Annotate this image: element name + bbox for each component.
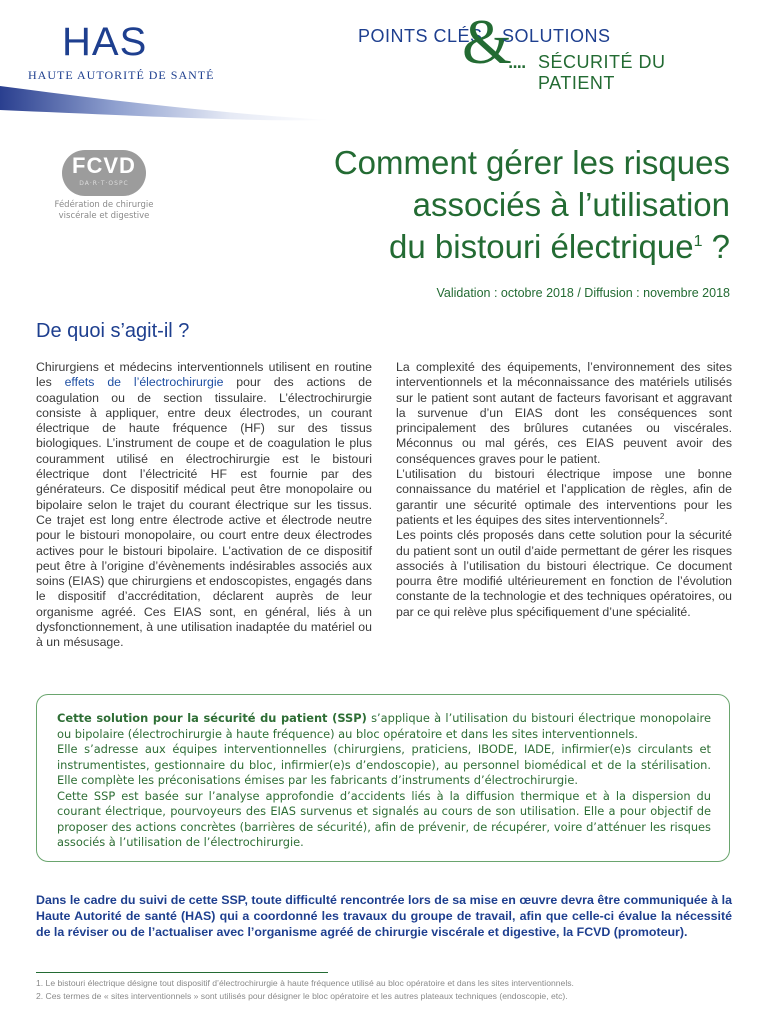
col2-p2-text: L’utilisation du bistouri électrique impose une bonne connaissance du matériel et l’application de règles, afin de garantir une sécurité optimale des interventions pour les patients et les équipes des sites interventionnels xyxy=(396,467,732,527)
follow-up-note: Dans le cadre du suivi de cette SSP, toute difficulté rencontrée lors de sa mise en œuvre devra être communiquée à la Haute Autorité de santé (HAS) qui a coordonné les travaux du groupe de travail, afin que celle-ci évalue la nécessité de la réviser ou de l’actualiser avec l’organisme agréé de chirurgie viscérale et digestive, la FCVD (promoteur). xyxy=(36,893,732,939)
section-title: De quoi s’agit-il ? xyxy=(36,320,190,342)
column-left xyxy=(36,360,372,651)
col2-p2-end: . xyxy=(664,512,668,527)
col1-paragraph xyxy=(36,360,372,651)
title-line-2: associés à l’utilisation xyxy=(412,186,730,223)
has-logo-subtitle: HAUTE AUTORITÉ DE SANTÉ xyxy=(28,68,215,82)
box-paragraph-1 xyxy=(57,711,711,742)
fcvd-caption: Fédération de chirurgie viscérale et digestive xyxy=(54,200,154,221)
col1-text-before: Chirurgiens et médecins interventionnels utilisent en routine les xyxy=(36,360,372,390)
fcvd-logo xyxy=(62,150,146,196)
electrosurgery-effects-link[interactable]: effets de l’électrochirurgie xyxy=(64,375,224,390)
series-points-cles: POINTS CLÉS xyxy=(358,26,483,46)
title-line-3-text: du bistouri électrique xyxy=(389,228,694,265)
series-solutions: SOLUTIONS xyxy=(502,26,611,46)
title-end: ? xyxy=(702,228,730,265)
has-logo xyxy=(28,20,215,82)
col2-footnote-ref: 2 xyxy=(659,511,665,521)
page-title xyxy=(250,142,730,268)
col1-text-after: pour des actions de coagulation ou de section tissulaire. L’électrochirurgie consiste à appliquer, entre deux électrodes, un courant électrique de haute fréquence (HF) sur des tissus biologiques. L’instrument de coupe et de coagulation le plus couramment utilisé en électrochirurgie est le bistouri électrique dont l’électricité HF est fournie par des générateurs. Ce dispositif médical peut être monopolaire ou bipolaire selon le trajet du courant électrique sur les tissus. Ce trajet est long entre électrode active et électrode neutre pour le bistouri monopolaire, ou court entre deux électrodes actives pour le bistouri bipolaire. L’activation de ce dispositif peut être à l’origine d’évènements indésirables associés aux soins (EIAS) que chirurgiens et endoscopistes, engagés dans le dispositif d’accréditation, déclarent auprès de leur organisme agréé. Ces EIAS sont, en général, liés à un dysfonctionnement, à une utilisation inadaptée du matériel ou à un mésusage. xyxy=(36,375,372,650)
series-securite-patient: SÉCURITÉ DU PATIENT xyxy=(538,52,666,93)
title-line-3 xyxy=(250,226,730,268)
validation-dates: Validation : octobre 2018 / Diffusion : novembre 2018 xyxy=(436,286,730,300)
col2-paragraph-3: Les points clés proposés dans cette solution pour la sécurité du patient sont un outil d’aide permettant de gérer les risques associés à l’utilisation du bistouri électrique. Ce document pourra être modifié ultérieurement en fonction de l’évolution constante de la technologie et des techniques opératoires, ou par ce qui relève plus spécifiquement d’une spécialité. xyxy=(396,528,732,619)
box-paragraph-2: Elle s’adresse aux équipes interventionnelles (chirurgiens, praticiens, IBODE, IADE, infirmier(e)s circulants et instrumentistes, gestionnaire du bloc, infirmier(e)s d’endoscopie), au personnel biomédical et de la stérilisation. Elle complète les préconisations émises par les fabricants d’instruments d’électrochirurgie. xyxy=(57,742,711,787)
has-logo-letters: HAS xyxy=(62,20,148,64)
footnote-2: 2. Ces termes de « sites interventionnels » sont utilisés pour désigner le bloc opératoire et les autres plateaux techniques (endoscopie, etc). xyxy=(36,991,568,1001)
fcvd-logo-text: FCVD xyxy=(72,153,136,178)
fcvd-logo-sub: DA·R·T·OSPC xyxy=(79,180,129,187)
box-paragraph-3: Cette SSP est basée sur l’analyse approfondie d’accidents liés à la diffusion thermique et à la dispersion du courant électrique, pourvoyeurs des EIAS survenus et signalés au cours de son utilisation. Elle a pour objectif de proposer des actions concrètes (barrières de sécurité), afin de prévenir, de récupérer, voire d’atténuer les risques associés à l’utilisation de l’électrochirurgie. xyxy=(57,788,711,849)
footnote-divider xyxy=(36,972,328,973)
footnote-1: 1. Le bistouri électrique désigne tout dispositif d’électrochirurgie à haute fréquence utilisé au bloc opératoire et dans les sites interventionnels. xyxy=(36,978,574,988)
box-p1-bold: Cette solution pour la sécurité du patient (SSP) xyxy=(57,711,367,725)
series-dots: .... xyxy=(508,56,526,72)
title-line-1: Comment gérer les risques xyxy=(333,144,730,181)
col2-paragraph-1: La complexité des équipements, l’environnement des sites interventionnels et la méconnaissance des matériels utilisés sur le patient sont autant de facteurs favorisant et aggravant la survenue d’un EIAS dont les conséquences sont principalement des brûlures cutanées ou viscérales. Méconnus ou mal gérés, ces EIAS peuvent avoir des conséquences graves pour le patient. xyxy=(396,360,732,466)
col2-paragraph-2 xyxy=(396,467,732,528)
series-ampersand: & xyxy=(462,6,512,77)
column-right xyxy=(396,360,732,620)
series-header xyxy=(358,6,738,93)
box-p1-rest: s’applique à l’utilisation du bistouri électrique monopolaire ou bipolaire (électrochirurgie à haute fréquence) au bloc opératoire et dans les sites interventionnels. xyxy=(57,711,711,741)
title-footnote-ref: 1 xyxy=(693,233,703,250)
ssp-scope-box xyxy=(36,694,730,862)
